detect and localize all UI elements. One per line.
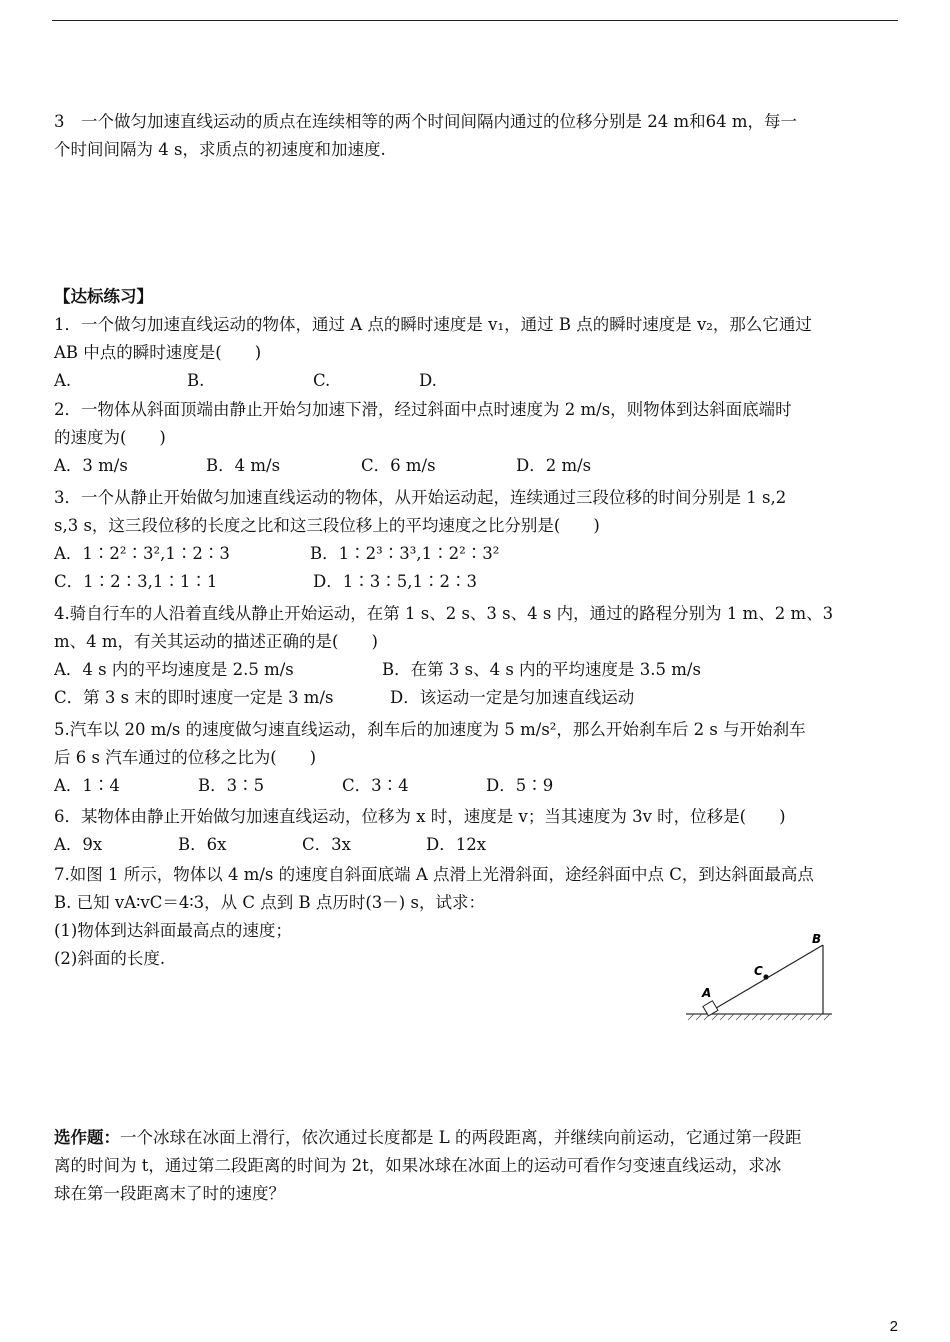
option-c: C．3x bbox=[302, 835, 351, 854]
option-c: C．6 m/s bbox=[361, 456, 436, 475]
problem-1 bbox=[54, 311, 900, 395]
problem-7-part-2: (2)斜面的长度. bbox=[54, 949, 166, 968]
option-a: A. bbox=[54, 371, 72, 390]
option-c: C．3∶4 bbox=[342, 776, 409, 795]
problem-3-options-cd bbox=[54, 568, 900, 596]
problem-5 bbox=[54, 716, 900, 800]
option-a: A．3 m/s bbox=[54, 456, 128, 475]
option-b: B．3∶5 bbox=[198, 776, 265, 795]
option-d: D．1∶3∶5,1∶2∶3 bbox=[313, 572, 477, 591]
question-3-block bbox=[54, 108, 900, 164]
problem-7-line-2: B. 已知 vA∶vC＝4∶3，从 C 点到 B 点历时(3－) s，试求： bbox=[54, 893, 485, 912]
option-a: A．4 s 内的平均速度是 2.5 m/s bbox=[54, 660, 294, 679]
problem-2-options bbox=[54, 452, 900, 480]
problem-6-options bbox=[54, 831, 900, 859]
problem-4-line-1: 4.骑自行车的人沿着直线从静止开始运动，在第 1 s、2 s、3 s、4 s 内，通过的路程分别为 1 m、2 m、3 bbox=[54, 604, 834, 623]
option-b: B．在第 3 s、4 s 内的平均速度是 3.5 m/s bbox=[382, 660, 701, 679]
incline-surface bbox=[706, 945, 823, 1014]
label-c: C bbox=[754, 964, 763, 978]
option-b: B．6x bbox=[178, 835, 227, 854]
option-d: D．2 m/s bbox=[516, 456, 592, 475]
option-a: A．1∶2²∶3²,1∶2∶3 bbox=[54, 544, 230, 563]
option-c: C．1∶2∶3,1∶1∶1 bbox=[54, 572, 218, 591]
problem-1-line-1: 1．一个做匀加速直线运动的物体，通过 A 点的瞬时速度是 v₁，通过 B 点的瞬时速度是 v₂，那么它通过 bbox=[54, 315, 812, 334]
option-a: A．9x bbox=[54, 835, 103, 854]
option-d: D. bbox=[419, 371, 437, 390]
problem-4-options-ab bbox=[54, 656, 900, 684]
problem-4-line-2: m、4 m，有关其运动的描述正确的是( ) bbox=[54, 632, 378, 651]
option-b: B. bbox=[187, 371, 205, 390]
option-b: B．4 m/s bbox=[206, 456, 281, 475]
optional-question-line-1 bbox=[54, 1124, 900, 1152]
label-b: B bbox=[812, 932, 822, 946]
problem-3-line-1: 3．一个从静止开始做匀加速直线运动的物体，从开始运动起，连续通过三段位移的时间分别是 1 s,2 bbox=[54, 488, 787, 507]
problem-4-options-cd bbox=[54, 684, 900, 712]
problem-7-part-1: (1)物体到达斜面最高点的速度； bbox=[54, 921, 292, 940]
problem-3 bbox=[54, 484, 900, 596]
option-d: D．5∶9 bbox=[486, 776, 554, 795]
incline-figure bbox=[684, 930, 836, 1025]
label-a: A bbox=[702, 986, 712, 1000]
option-a: A．1∶4 bbox=[54, 776, 120, 795]
optional-question-label: 选作题： bbox=[54, 1128, 120, 1147]
problem-6-line-1: 6．某物体由静止开始做匀加速直线运动，位移为 x 时，速度是 v；当其速度为 3v 时，位移是( ) bbox=[54, 807, 786, 826]
question-3-line-2: 个时间间隔为 4 s，求质点的初速度和加速度. bbox=[54, 140, 386, 159]
problem-6 bbox=[54, 803, 900, 859]
problem-5-line-2: 后 6 s 汽车通过的位移之比为( ) bbox=[54, 748, 317, 767]
point-c-dot bbox=[763, 974, 768, 979]
option-d: D．该运动一定是匀加速直线运动 bbox=[390, 688, 635, 707]
page-number: 2 bbox=[889, 1318, 898, 1335]
header-rule bbox=[52, 20, 898, 21]
problem-2-line-2: 的速度为( ) bbox=[54, 428, 166, 447]
problem-2 bbox=[54, 396, 900, 480]
problem-7-line-1: 7.如图 1 所示，物体以 4 m/s 的速度自斜面底端 A 点滑上光滑斜面，途经斜面中点 C，到达斜面最高点 bbox=[54, 865, 814, 884]
option-c: C．第 3 s 末的即时速度一定是 3 m/s bbox=[54, 688, 334, 707]
option-c: C. bbox=[313, 371, 331, 390]
problem-4 bbox=[54, 600, 900, 712]
problem-3-line-2: s,3 s，这三段位移的长度之比和这三段位移上的平均速度之比分别是( ) bbox=[54, 516, 600, 535]
optional-question-line-3: 球在第一段距离末了时的速度？ bbox=[54, 1184, 285, 1203]
problem-2-line-1: 2．一物体从斜面顶端由静止开始匀加速下滑，经过斜面中点时速度为 2 m/s，则物体到达斜面底端时 bbox=[54, 400, 792, 419]
problem-3-options-ab bbox=[54, 540, 900, 568]
problem-5-line-1: 5.汽车以 20 m/s 的速度做匀速直线运动，刹车后的加速度为 5 m/s²，那么开始刹车后 2 s 与开始刹车 bbox=[54, 720, 806, 739]
question-3-line-1: 3 一个做匀加速直线运动的质点在连续相等的两个时间间隔内通过的位移分别是 24 m和64 m，每一 bbox=[54, 112, 798, 131]
optional-question-line-2: 离的时间为 t，通过第二段距离的时间为 2t，如果冰球在冰面上的运动可看作匀变速直线运动，求冰 bbox=[54, 1156, 782, 1175]
optional-question bbox=[54, 1124, 900, 1208]
problem-1-line-2: AB 中点的瞬时速度是( ) bbox=[54, 343, 262, 362]
problem-1-options bbox=[54, 367, 900, 395]
section-title: 【达标练习】 bbox=[54, 287, 153, 306]
problem-5-options bbox=[54, 772, 900, 800]
option-d: D．12x bbox=[426, 835, 487, 854]
option-b: B．1∶2³∶3³,1∶2²∶3² bbox=[310, 544, 500, 563]
optional-question-text: 一个冰球在冰面上滑行，依次通过长度都是 L 的两段距离，并继续向前运动，它通过第一段距 bbox=[120, 1128, 802, 1147]
